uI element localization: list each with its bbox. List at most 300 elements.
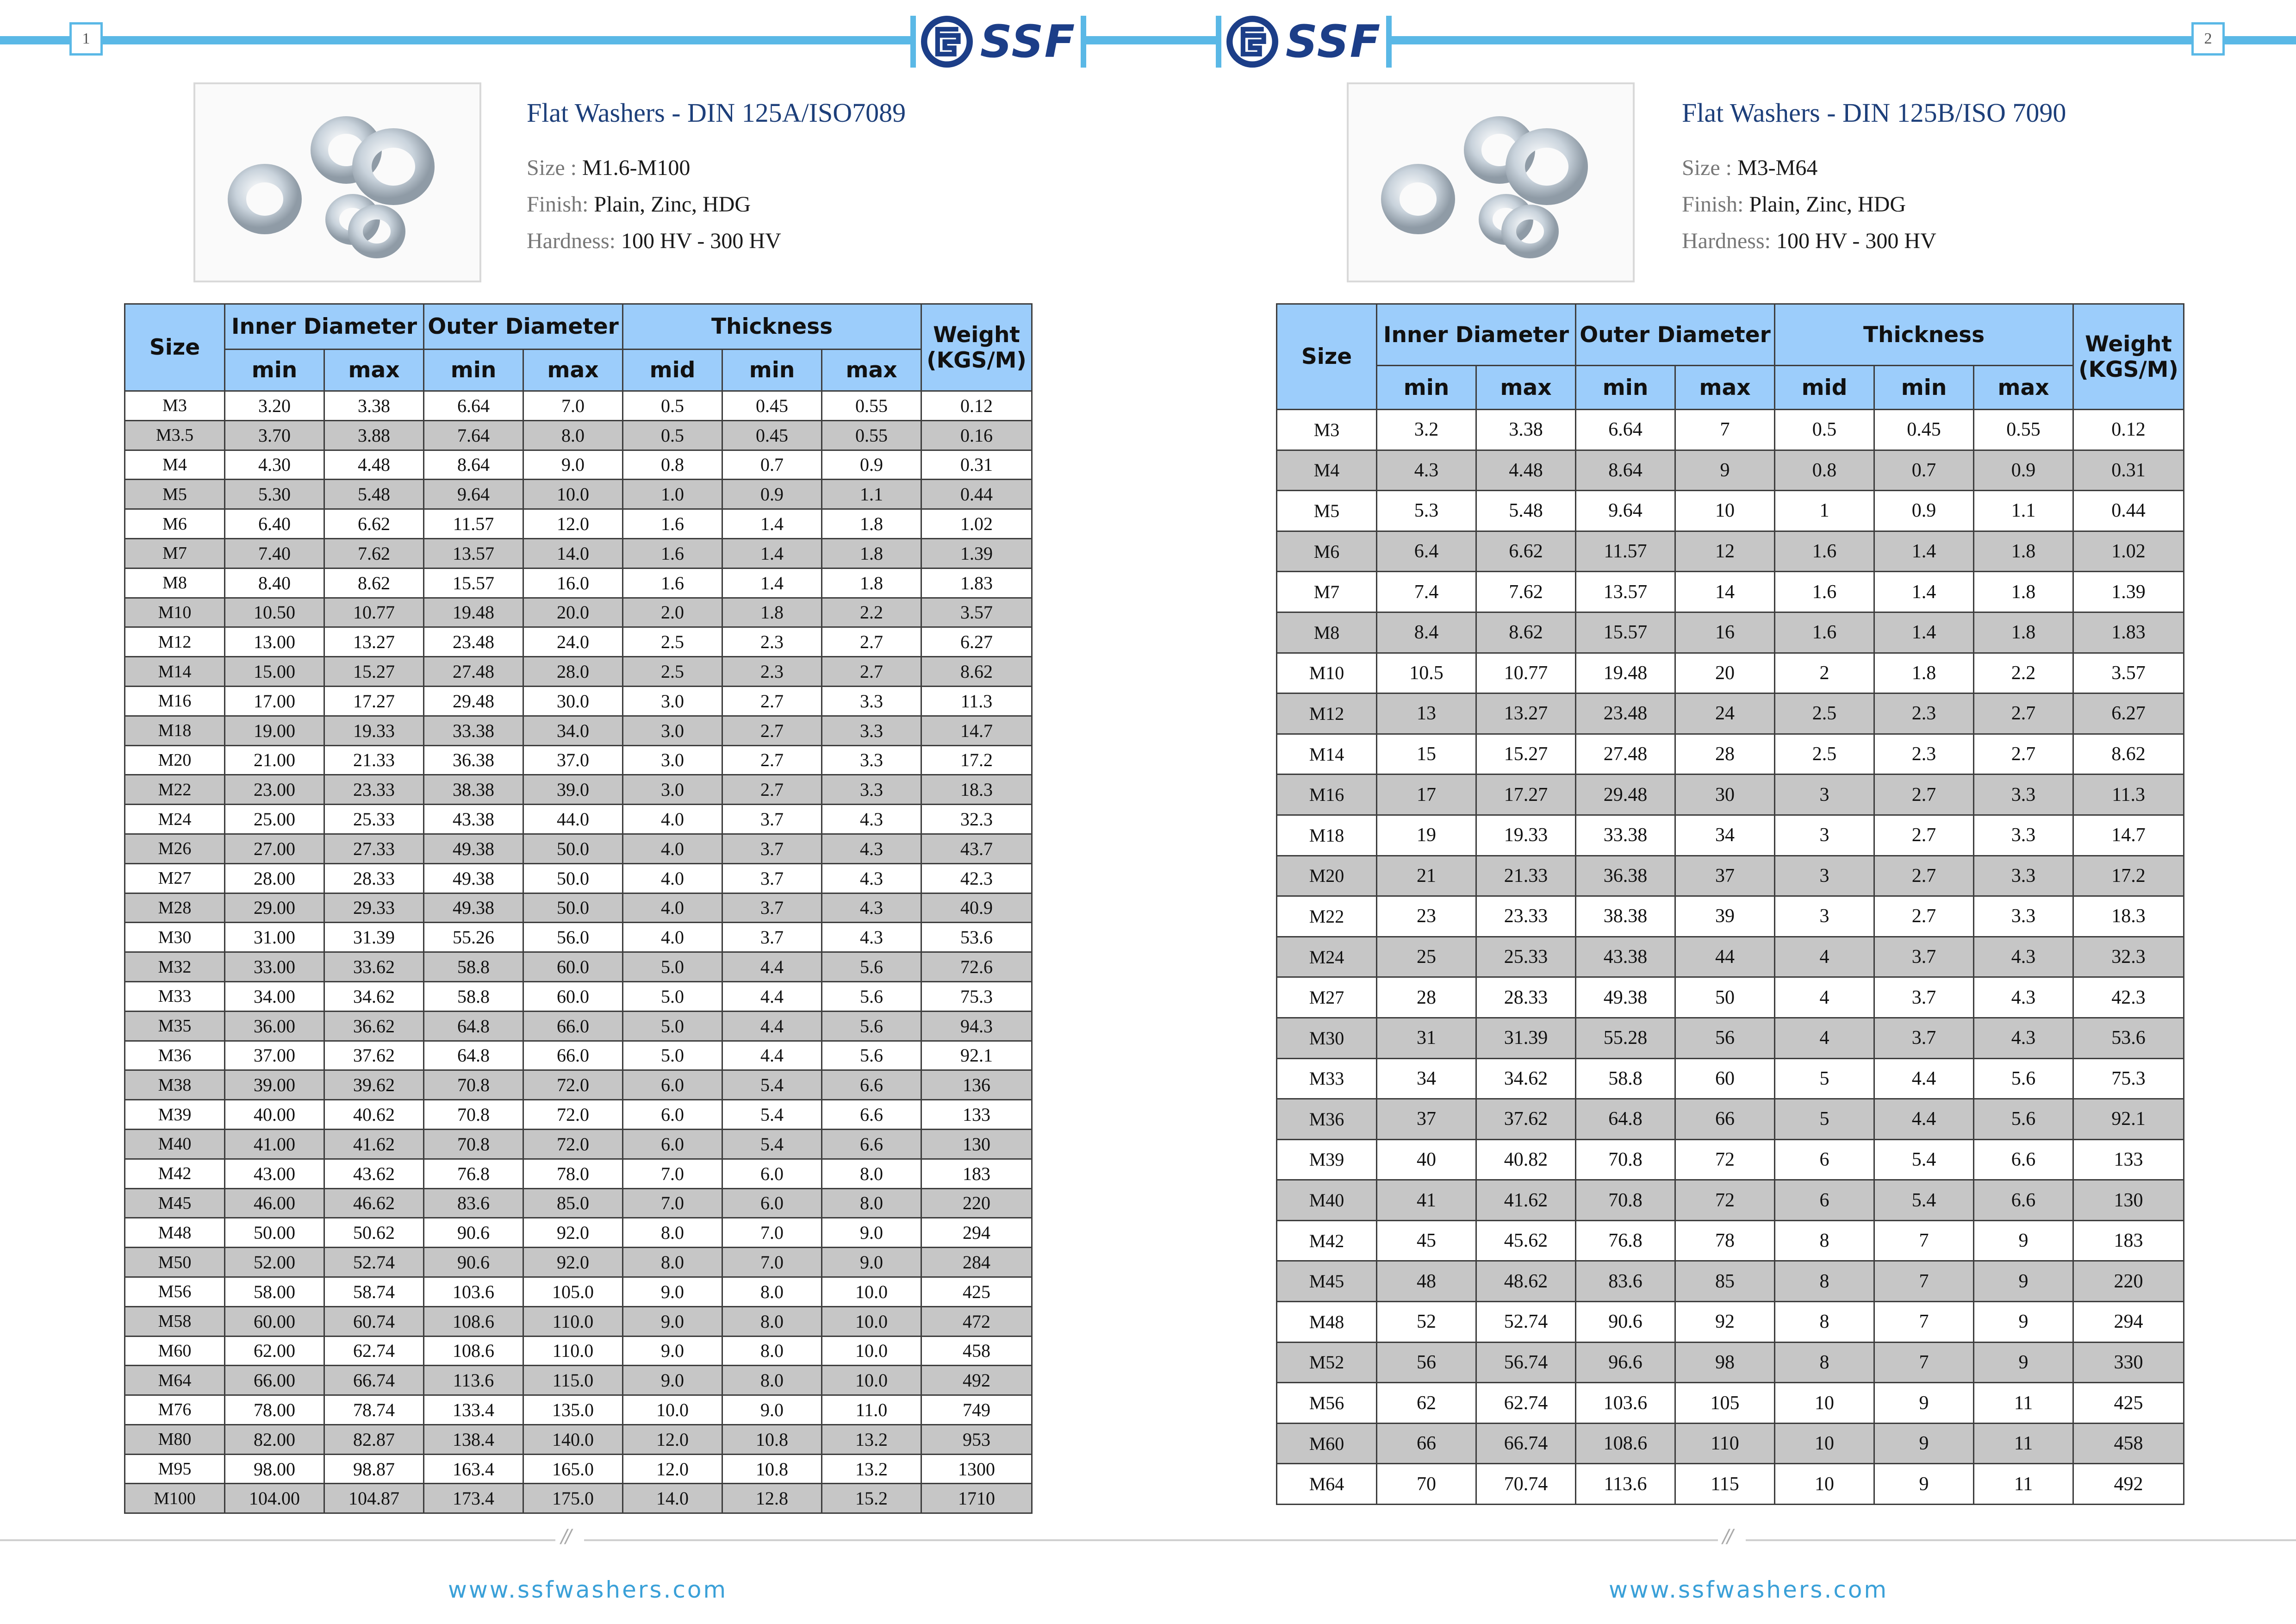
value-cell: 0.5 — [623, 420, 722, 450]
value-cell: 133 — [921, 1100, 1032, 1130]
value-cell: 23.48 — [424, 627, 523, 657]
size-cell: M12 — [125, 627, 225, 657]
value-cell: 2.3 — [722, 627, 822, 657]
spec-label: Finish: — [1682, 192, 1749, 217]
value-cell: 30.0 — [523, 686, 623, 716]
value-cell: 15.00 — [225, 657, 324, 687]
value-cell: 90.6 — [424, 1218, 523, 1248]
value-cell: 10.0 — [623, 1395, 722, 1425]
value-cell: 0.55 — [1974, 410, 2073, 450]
table-row — [125, 775, 1032, 805]
value-cell: 3.7 — [722, 923, 822, 952]
value-cell: 7.0 — [623, 1188, 722, 1218]
value-cell: 2.7 — [722, 686, 822, 716]
value-cell: 220 — [921, 1188, 1032, 1218]
table-row — [125, 863, 1032, 893]
value-cell: 1.8 — [822, 538, 921, 568]
value-cell: 92.1 — [921, 1041, 1032, 1070]
value-cell: 12.0 — [523, 509, 623, 539]
table-row — [125, 627, 1032, 657]
value-cell: 3.20 — [225, 391, 324, 421]
value-cell: 6.6 — [1974, 1139, 2073, 1180]
value-cell: 15.27 — [1476, 734, 1576, 775]
header-min: min — [1576, 366, 1675, 410]
value-cell: 64.8 — [424, 1011, 523, 1041]
value-cell: 11 — [1974, 1383, 2073, 1424]
value-cell: 4.0 — [623, 923, 722, 952]
value-cell: 7.0 — [523, 391, 623, 421]
table-row — [1277, 815, 2184, 856]
value-cell: 17 — [1377, 775, 1476, 815]
value-cell: 27.48 — [424, 657, 523, 687]
header-min: min — [424, 350, 523, 391]
size-cell: M7 — [1277, 572, 1377, 612]
size-cell: M6 — [1277, 531, 1377, 572]
value-cell: 13.2 — [822, 1454, 921, 1484]
value-cell: 60.00 — [225, 1306, 324, 1336]
value-cell: 10.0 — [523, 480, 623, 509]
value-cell: 13.27 — [1476, 693, 1576, 734]
size-cell: M27 — [1277, 977, 1377, 1018]
value-cell: 43.7 — [921, 834, 1032, 863]
table-row — [1277, 896, 2184, 937]
value-cell: 46.62 — [324, 1188, 424, 1218]
value-cell: 23.00 — [225, 775, 324, 805]
value-cell: 4.30 — [225, 450, 324, 480]
value-cell: 10.77 — [1476, 653, 1576, 693]
table-row — [1277, 572, 2184, 612]
value-cell: 2.7 — [1874, 815, 1974, 856]
value-cell: 130 — [921, 1129, 1032, 1159]
size-cell: M3.5 — [125, 420, 225, 450]
size-cell: M100 — [125, 1484, 225, 1513]
value-cell: 3.57 — [2073, 653, 2184, 693]
value-cell: 8.62 — [324, 568, 424, 598]
value-cell: 8.0 — [623, 1248, 722, 1277]
value-cell: 3 — [1775, 896, 1874, 937]
value-cell: 6.4 — [1377, 531, 1476, 572]
value-cell: 8.0 — [722, 1336, 822, 1366]
value-cell: 28.33 — [1476, 977, 1576, 1018]
value-cell: 28 — [1377, 977, 1476, 1018]
value-cell: 1710 — [921, 1484, 1032, 1513]
value-cell: 72 — [1675, 1180, 1775, 1221]
value-cell: 20 — [1675, 653, 1775, 693]
value-cell: 3.0 — [623, 745, 722, 775]
value-cell: 7.0 — [722, 1248, 822, 1277]
value-cell: 3 — [1775, 856, 1874, 896]
value-cell: 5.6 — [1974, 1058, 2073, 1099]
value-cell: 0.55 — [822, 420, 921, 450]
value-cell: 27.00 — [225, 834, 324, 863]
value-cell: 1.02 — [2073, 531, 2184, 572]
value-cell: 2.7 — [1874, 856, 1974, 896]
value-cell: 9 — [1874, 1383, 1974, 1424]
value-cell: 64.8 — [424, 1041, 523, 1070]
value-cell: 32.3 — [921, 805, 1032, 834]
table-row — [1277, 1302, 2184, 1343]
size-cell: M64 — [125, 1366, 225, 1395]
value-cell: 10.50 — [225, 598, 324, 627]
value-cell: 23.48 — [1576, 693, 1675, 734]
value-cell: 220 — [2073, 1261, 2184, 1302]
table-row — [125, 805, 1032, 834]
value-cell: 1 — [1775, 491, 1874, 531]
size-cell: M36 — [125, 1041, 225, 1070]
value-cell: 0.45 — [722, 420, 822, 450]
value-cell: 4.3 — [1974, 977, 2073, 1018]
logo-left — [910, 14, 1086, 69]
spec-size-right — [1682, 155, 1817, 181]
table-row — [1277, 653, 2184, 693]
value-cell: 44 — [1675, 937, 1775, 977]
size-cell: M20 — [125, 745, 225, 775]
value-cell: 165.0 — [523, 1454, 623, 1484]
size-cell: M40 — [1277, 1180, 1377, 1221]
value-cell: 8 — [1775, 1342, 1874, 1383]
value-cell: 85.0 — [523, 1188, 623, 1218]
table-row — [1277, 491, 2184, 531]
value-cell: 60.74 — [324, 1306, 424, 1336]
value-cell: 16 — [1675, 612, 1775, 653]
size-cell: M30 — [125, 923, 225, 952]
value-cell: 15.57 — [424, 568, 523, 598]
value-cell: 8 — [1775, 1220, 1874, 1261]
value-cell: 11 — [1974, 1464, 2073, 1505]
value-cell: 70.8 — [424, 1129, 523, 1159]
value-cell: 9 — [1874, 1464, 1974, 1505]
value-cell: 28.00 — [225, 863, 324, 893]
value-cell: 8.0 — [722, 1306, 822, 1336]
value-cell: 15.27 — [324, 657, 424, 687]
value-cell: 103.6 — [424, 1277, 523, 1306]
header-max: max — [523, 350, 623, 391]
value-cell: 85 — [1675, 1261, 1775, 1302]
value-cell: 1.4 — [722, 538, 822, 568]
header-outer-diameter: Outer Diameter — [424, 304, 623, 350]
header-max: max — [1675, 366, 1775, 410]
value-cell: 5.4 — [722, 1100, 822, 1130]
value-cell: 0.7 — [1874, 450, 1974, 491]
value-cell: 28.33 — [324, 863, 424, 893]
value-cell: 5 — [1775, 1058, 1874, 1099]
value-cell: 1.4 — [1874, 612, 1974, 653]
size-cell: M39 — [125, 1100, 225, 1130]
value-cell: 42.3 — [921, 863, 1032, 893]
value-cell: 10 — [1775, 1383, 1874, 1424]
value-cell: 6.62 — [324, 509, 424, 539]
value-cell: 3.7 — [722, 893, 822, 923]
value-cell: 138.4 — [424, 1424, 523, 1454]
table-row — [125, 952, 1032, 982]
value-cell: 5.0 — [623, 952, 722, 982]
value-cell: 1.8 — [822, 509, 921, 539]
value-cell: 21.33 — [324, 745, 424, 775]
value-cell: 60.0 — [523, 952, 623, 982]
table-row — [1277, 1342, 2184, 1383]
table-row — [1277, 937, 2184, 977]
page-number-left: 1 — [69, 22, 103, 56]
value-cell: 14.0 — [523, 538, 623, 568]
value-cell: 34.62 — [324, 981, 424, 1011]
value-cell: 9.64 — [1576, 491, 1675, 531]
value-cell: 4.3 — [1377, 450, 1476, 491]
value-cell: 5.4 — [1874, 1139, 1974, 1180]
value-cell: 8.64 — [1576, 450, 1675, 491]
value-cell: 92.1 — [2073, 1099, 2184, 1140]
header-size: Size — [125, 304, 225, 391]
value-cell: 9.64 — [424, 480, 523, 509]
value-cell: 0.9 — [1974, 450, 2073, 491]
value-cell: 0.9 — [1874, 491, 1974, 531]
value-cell: 110 — [1675, 1423, 1775, 1464]
header-mid: mid — [1775, 366, 1874, 410]
value-cell: 8.40 — [225, 568, 324, 598]
value-cell: 1.6 — [623, 538, 722, 568]
table-row — [125, 391, 1032, 421]
value-cell: 98.00 — [225, 1454, 324, 1484]
value-cell: 40.62 — [324, 1100, 424, 1130]
value-cell: 1.1 — [822, 480, 921, 509]
value-cell: 4.3 — [822, 805, 921, 834]
table-row — [125, 1395, 1032, 1425]
value-cell: 1.8 — [1974, 612, 2073, 653]
value-cell: 7 — [1675, 410, 1775, 450]
value-cell: 19.48 — [424, 598, 523, 627]
header-min: min — [722, 350, 822, 391]
page-number-right: 2 — [2191, 22, 2225, 56]
value-cell: 39.0 — [523, 775, 623, 805]
value-cell: 8.0 — [523, 420, 623, 450]
value-cell: 3.38 — [1476, 410, 1576, 450]
value-cell: 4 — [1775, 977, 1874, 1018]
table-row — [1277, 1261, 2184, 1302]
table-row — [125, 1159, 1032, 1188]
table-row — [125, 1484, 1032, 1513]
value-cell: 58.8 — [424, 981, 523, 1011]
value-cell: 3.0 — [623, 686, 722, 716]
value-cell: 29.33 — [324, 893, 424, 923]
value-cell: 0.45 — [722, 391, 822, 421]
size-cell: M22 — [125, 775, 225, 805]
size-cell: M4 — [125, 450, 225, 480]
table-row — [125, 509, 1032, 539]
value-cell: 1.8 — [1874, 653, 1974, 693]
value-cell: 458 — [921, 1336, 1032, 1366]
value-cell: 173.4 — [424, 1484, 523, 1513]
size-cell: M45 — [125, 1188, 225, 1218]
value-cell: 10.0 — [822, 1336, 921, 1366]
footer-divider-mark: // — [1723, 1526, 1731, 1547]
washer-table-din125b — [1276, 303, 2184, 1505]
value-cell: 9 — [1974, 1261, 2073, 1302]
table-row — [1277, 977, 2184, 1018]
value-cell: 1.4 — [1874, 572, 1974, 612]
value-cell: 10 — [1775, 1423, 1874, 1464]
header-max: max — [1476, 366, 1576, 410]
value-cell: 492 — [2073, 1464, 2184, 1505]
value-cell: 183 — [2073, 1220, 2184, 1261]
table-row — [1277, 1180, 2184, 1221]
value-cell: 48 — [1377, 1261, 1476, 1302]
value-cell: 8.0 — [722, 1277, 822, 1306]
value-cell: 23 — [1377, 896, 1476, 937]
value-cell: 2.2 — [1974, 653, 2073, 693]
value-cell: 104.00 — [225, 1484, 324, 1513]
value-cell: 2.5 — [623, 657, 722, 687]
header-thickness: Thickness — [623, 304, 921, 350]
value-cell: 52.74 — [1476, 1302, 1576, 1343]
value-cell: 6.27 — [921, 627, 1032, 657]
value-cell: 92.0 — [523, 1248, 623, 1277]
size-cell: M18 — [1277, 815, 1377, 856]
value-cell: 2.0 — [623, 598, 722, 627]
value-cell: 29.48 — [424, 686, 523, 716]
value-cell: 1.6 — [1775, 612, 1874, 653]
footer-url-right[interactable]: www.ssfwashers.com — [1609, 1576, 1889, 1603]
table-row — [125, 598, 1032, 627]
value-cell: 113.6 — [424, 1366, 523, 1395]
size-cell: M39 — [1277, 1139, 1377, 1180]
value-cell: 11.0 — [822, 1395, 921, 1425]
size-cell: M64 — [1277, 1464, 1377, 1505]
value-cell: 31 — [1377, 1018, 1476, 1058]
value-cell: 4.3 — [1974, 1018, 2073, 1058]
value-cell: 12 — [1675, 531, 1775, 572]
value-cell: 1.8 — [722, 598, 822, 627]
value-cell: 13 — [1377, 693, 1476, 734]
value-cell: 108.6 — [424, 1336, 523, 1366]
value-cell: 105 — [1675, 1383, 1775, 1424]
value-cell: 56.74 — [1476, 1342, 1576, 1383]
value-cell: 38.38 — [1576, 896, 1675, 937]
value-cell: 0.9 — [722, 480, 822, 509]
value-cell: 175.0 — [523, 1484, 623, 1513]
value-cell: 3.57 — [921, 598, 1032, 627]
size-cell: M18 — [125, 716, 225, 745]
logo-text: SSF — [1285, 16, 1381, 68]
table-row — [125, 716, 1032, 745]
value-cell: 10.0 — [822, 1277, 921, 1306]
header-bar-right — [1392, 36, 2191, 44]
value-cell: 76.8 — [1576, 1220, 1675, 1261]
value-cell: 5.4 — [722, 1070, 822, 1100]
size-cell: M5 — [1277, 491, 1377, 531]
value-cell: 58.8 — [424, 952, 523, 982]
spec-value: M1.6-M100 — [582, 156, 691, 180]
size-cell: M42 — [125, 1159, 225, 1188]
value-cell: 2.7 — [722, 745, 822, 775]
value-cell: 21.00 — [225, 745, 324, 775]
value-cell: 75.3 — [921, 981, 1032, 1011]
value-cell: 3.3 — [822, 686, 921, 716]
value-cell: 40.9 — [921, 893, 1032, 923]
value-cell: 37.00 — [225, 1041, 324, 1070]
table-row — [125, 657, 1032, 687]
logo-text: SSF — [980, 16, 1076, 68]
washer-table-din125a — [124, 303, 1033, 1514]
table-row — [1277, 734, 2184, 775]
value-cell: 10.8 — [722, 1424, 822, 1454]
size-cell: M16 — [125, 686, 225, 716]
value-cell: 17.27 — [1476, 775, 1576, 815]
value-cell: 29.48 — [1576, 775, 1675, 815]
value-cell: 25 — [1377, 937, 1476, 977]
header-bar-right-outer — [2225, 36, 2296, 44]
value-cell: 24 — [1675, 693, 1775, 734]
value-cell: 4.4 — [722, 1041, 822, 1070]
size-cell: M14 — [1277, 734, 1377, 775]
value-cell: 45.62 — [1476, 1220, 1576, 1261]
value-cell: 953 — [921, 1424, 1032, 1454]
table-row — [125, 1248, 1032, 1277]
value-cell: 14 — [1675, 572, 1775, 612]
value-cell: 294 — [2073, 1302, 2184, 1343]
value-cell: 41.62 — [1476, 1180, 1576, 1221]
footer-url-left[interactable]: www.ssfwashers.com — [448, 1576, 728, 1603]
value-cell: 3.7 — [1874, 977, 1974, 1018]
header-max: max — [324, 350, 424, 391]
value-cell: 3.88 — [324, 420, 424, 450]
value-cell: 4.3 — [822, 834, 921, 863]
value-cell: 62.74 — [1476, 1383, 1576, 1424]
size-cell: M8 — [125, 568, 225, 598]
size-cell: M45 — [1277, 1261, 1377, 1302]
value-cell: 15.57 — [1576, 612, 1675, 653]
value-cell: 90.6 — [1576, 1302, 1675, 1343]
table-row — [125, 1366, 1032, 1395]
value-cell: 28.0 — [523, 657, 623, 687]
value-cell: 13.57 — [424, 538, 523, 568]
value-cell: 50.0 — [523, 863, 623, 893]
table-row — [125, 923, 1032, 952]
value-cell: 6.0 — [623, 1070, 722, 1100]
value-cell: 21 — [1377, 856, 1476, 896]
value-cell: 12.0 — [623, 1424, 722, 1454]
value-cell: 70.8 — [1576, 1180, 1675, 1221]
table-row — [125, 1188, 1032, 1218]
value-cell: 55.26 — [424, 923, 523, 952]
value-cell: 50.0 — [523, 834, 623, 863]
header-min: min — [1874, 366, 1974, 410]
value-cell: 83.6 — [424, 1188, 523, 1218]
table-row — [1277, 1383, 2184, 1424]
value-cell: 7.4 — [1377, 572, 1476, 612]
value-cell: 294 — [921, 1218, 1032, 1248]
value-cell: 6.27 — [2073, 693, 2184, 734]
value-cell: 9 — [1874, 1423, 1974, 1464]
size-cell: M3 — [1277, 410, 1377, 450]
value-cell: 6.64 — [1576, 410, 1675, 450]
value-cell: 2.3 — [1874, 734, 1974, 775]
value-cell: 2.7 — [822, 627, 921, 657]
value-cell: 78.74 — [324, 1395, 424, 1425]
value-cell: 13.27 — [324, 627, 424, 657]
value-cell: 4.0 — [623, 805, 722, 834]
value-cell: 52 — [1377, 1302, 1476, 1343]
value-cell: 78 — [1675, 1220, 1775, 1261]
washer-photo-icon — [1349, 84, 1633, 281]
value-cell: 5.48 — [324, 480, 424, 509]
value-cell: 56 — [1377, 1342, 1476, 1383]
value-cell: 37.0 — [523, 745, 623, 775]
table-row — [1277, 450, 2184, 491]
size-cell: M10 — [125, 598, 225, 627]
header-mid: mid — [623, 350, 722, 391]
size-cell: M16 — [1277, 775, 1377, 815]
size-cell: M26 — [125, 834, 225, 863]
header-min: min — [225, 350, 324, 391]
